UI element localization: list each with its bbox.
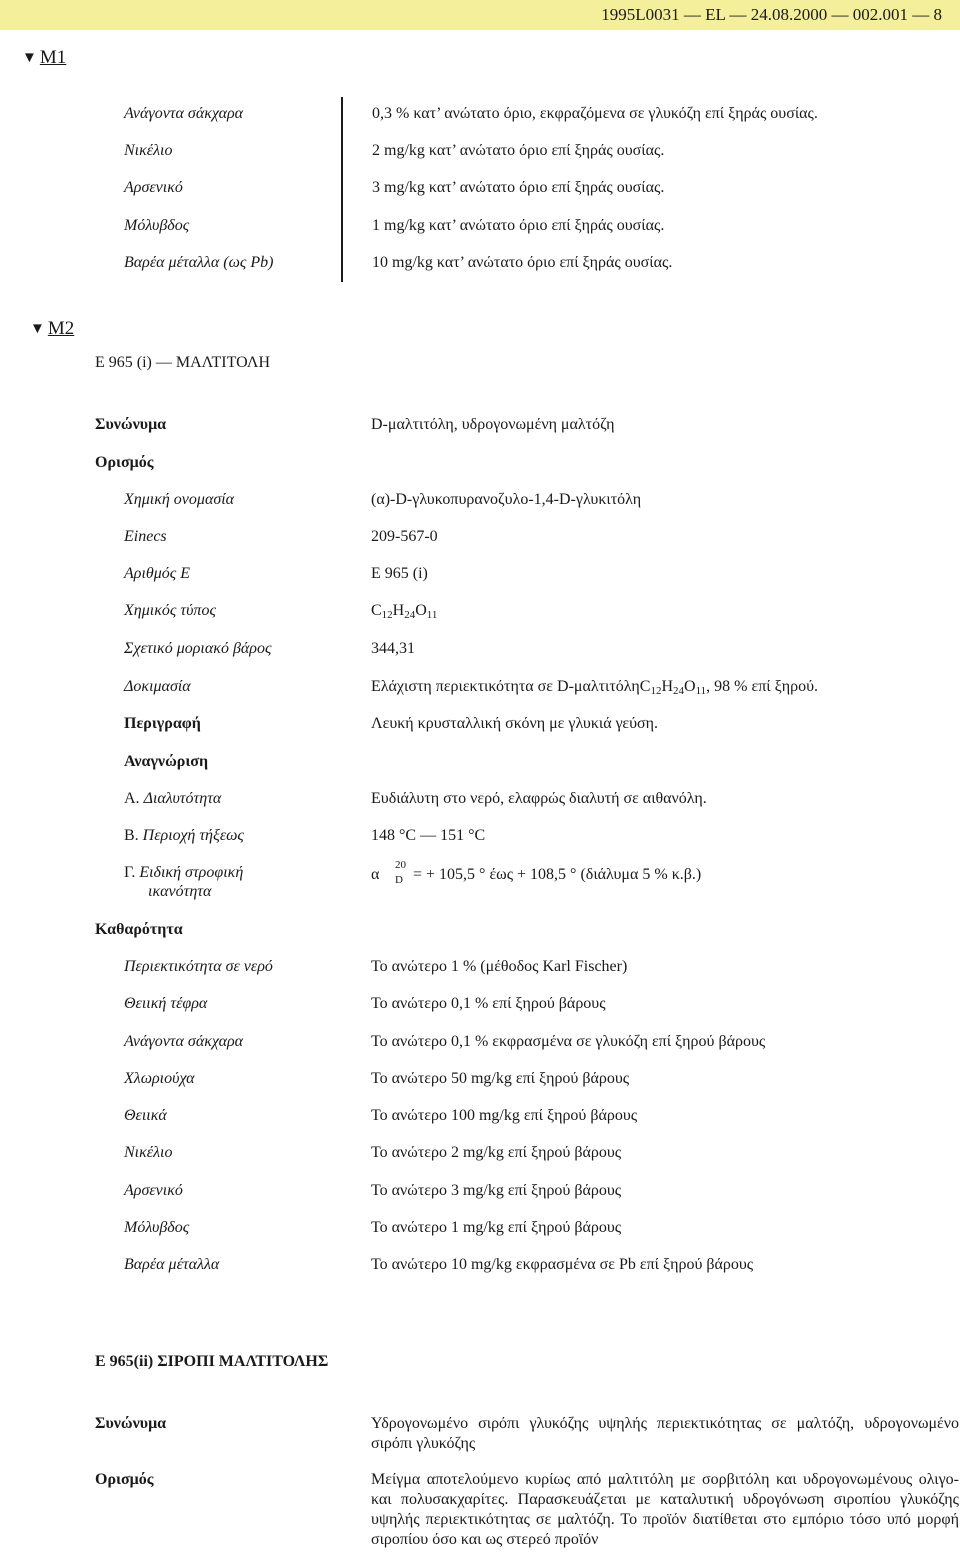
label-specific-rotation-line2: ικανότητα bbox=[148, 883, 212, 900]
label-definition: Ορισμός bbox=[95, 454, 154, 471]
m1-value-lead: 1 mg/kg κατ’ ανώτατο όριο επί ξηράς ουσίας. bbox=[372, 217, 665, 234]
triangle-down-icon: ▼ bbox=[22, 50, 37, 66]
label-solubility: A. Διαλυτότητα bbox=[124, 790, 222, 807]
label-molecular-weight: Σχετικό μοριακό βάρος bbox=[124, 640, 272, 657]
purity-label-reducing-sugars: Ανάγοντα σάκχαρα bbox=[124, 1033, 244, 1050]
value-melting-range: 148 °C — 151 °C bbox=[371, 827, 486, 844]
syrup-label-synonyms: Συνώνυμα bbox=[95, 1415, 167, 1432]
syrup-value-definition: Μείγμα αποτελούμενο κυρίως από μαλτιτόλη με σορβιτόλη και υδρογονωμένους ολιγο- και πολυσακχαρίτες. Παρασκευάζεται με καταλυτική υδρογόνωση σιροπίου γλυκόζης υψηλής περιεκτικότητας σε μαλτόζη. Το προϊόν διατίθεται στο εμπόριο τόσο υπό μορφή σιροπίου όσο και ως στερεό προϊόν bbox=[371, 1471, 959, 1548]
purity-value-chlorides: Το ανώτερο 50 mg/kg επί ξηρού βάρους bbox=[371, 1070, 630, 1087]
purity-value-sulphates: Το ανώτερο 100 mg/kg επί ξηρού βάρους bbox=[371, 1107, 638, 1124]
purity-value-arsenic: Το ανώτερο 3 mg/kg επί ξηρού βάρους bbox=[371, 1182, 622, 1199]
m1-label-arsenic: Αρσενικό bbox=[124, 179, 183, 196]
label-chemical-formula: Χημικός τύπος bbox=[124, 602, 216, 619]
value-solubility: Ευδιάλυτη στο νερό, ελαφρώς διαλυτή σε αιθανόλη. bbox=[371, 790, 707, 807]
section-title-maltitol: E 965 (i) — ΜΑΛΤΙΤΟΛΗ bbox=[95, 354, 271, 371]
label-specific-rotation: Γ. Ειδική στροφική bbox=[124, 864, 244, 881]
value-alpha-symbol: α bbox=[371, 866, 380, 883]
value-synonyms: D-μαλτιτόλη, υδρογονωμένη μαλτόζη bbox=[371, 416, 615, 433]
amendment-marker-m2 bbox=[30, 319, 74, 339]
label-identification: Αναγνώριση bbox=[124, 753, 209, 770]
value-chemical-formula: $C_{12}H_{24}O_{11}$ bbox=[371, 602, 438, 621]
label-melting-range: B. Περιοχή τήξεως bbox=[124, 827, 244, 844]
syrup-label-definition: Ορισμός bbox=[95, 1471, 154, 1488]
label-synonyms: Συνώνυμα bbox=[95, 416, 167, 433]
purity-value-lead: Το ανώτερο 1 mg/kg επί ξηρού βάρους bbox=[371, 1219, 622, 1236]
purity-label-lead: Μόλυβδος bbox=[124, 1219, 190, 1236]
purity-value-sulphated-ash: Το ανώτερο 0,1 % επί ξηρού βάρους bbox=[371, 995, 606, 1012]
syrup-value-synonyms: Υδρογονωμένο σιρόπι γλυκόζης υψηλής περιεκτικότητας σε μαλτόζη, υδρογονωμένο σιρόπι γλυκόζης bbox=[371, 1415, 959, 1452]
amendment-marker-m1 bbox=[22, 48, 66, 68]
m1-value-nickel: 2 mg/kg κατ’ ανώτατο όριο επί ξηράς ουσίας. bbox=[372, 142, 665, 159]
document-reference: 1995L0031 — EL — 24.08.2000 — 002.001 — 8 bbox=[601, 5, 942, 24]
purity-value-water: Το ανώτερο 1 % (μέθοδος Karl Fischer) bbox=[371, 958, 628, 975]
section-title-maltitol-syrup: E 965(ii) ΣΙΡΟΠΙ ΜΑΛΤΙΤΟΛΗΣ bbox=[95, 1353, 329, 1370]
purity-label-arsenic: Αρσενικό bbox=[124, 1182, 183, 1199]
label-e-number: Αριθμός E bbox=[124, 565, 191, 582]
label-einecs: Einecs bbox=[124, 528, 167, 545]
amendment-ref[interactable]: M1 bbox=[39, 47, 67, 68]
value-description: Λευκή κρυσταλλική σκόνη με γλυκιά γεύση. bbox=[371, 715, 659, 732]
purity-value-nickel: Το ανώτερο 2 mg/kg επί ξηρού βάρους bbox=[371, 1144, 622, 1161]
value-assay: Ελάχιστη περιεκτικότητα σε $D-\mu\alpha\lambda\tau\iota\tau ό\lambda\eta C_{12}H_{24}O_{11}$, 98 % επί ξηρού. bbox=[371, 678, 818, 697]
m1-label-reducing-sugars: Ανάγοντα σάκχαρα bbox=[124, 105, 244, 122]
m1-value-heavy-metals: 10 mg/kg κατ’ ανώτατο όριο επί ξηράς ουσίας. bbox=[372, 254, 673, 271]
purity-label-chlorides: Χλωριούχα bbox=[124, 1070, 195, 1087]
column-divider bbox=[341, 97, 343, 282]
label-purity: Καθαρότητα bbox=[95, 921, 183, 938]
value-specific-rotation: = + 105,5 ° έως + 108,5 ° (διάλυμα 5 % κ.β.) bbox=[413, 866, 702, 883]
m1-label-nickel: Νικέλιο bbox=[124, 142, 173, 159]
value-chemical-name: (α)-D-γλυκοπυρανοζυλο-1,4-D-γλυκιτόλη bbox=[371, 491, 642, 508]
purity-label-nickel: Νικέλιο bbox=[124, 1144, 173, 1161]
value-alpha-superscript: 20 bbox=[395, 859, 406, 871]
label-chemical-name: Χημική ονομασία bbox=[124, 491, 235, 508]
purity-label-heavy-metals: Βαρέα μέταλλα bbox=[124, 1256, 220, 1273]
m1-label-heavy-metals: Βαρέα μέταλλα (ως Pb) bbox=[124, 254, 274, 271]
value-e-number: E 965 (i) bbox=[371, 565, 428, 582]
amendment-ref[interactable]: M2 bbox=[47, 318, 75, 339]
value-alpha-subscript: D bbox=[395, 874, 403, 886]
triangle-down-icon: ▼ bbox=[30, 321, 45, 337]
m1-value-reducing-sugars: 0,3 % κατ’ ανώτατο όριο, εκφραζόμενα σε γλυκόζη επί ξηράς ουσίας. bbox=[372, 105, 818, 122]
purity-value-heavy-metals: Το ανώτερο 10 mg/kg εκφρασμένα σε Pb επί ξηρού βάρους bbox=[371, 1256, 754, 1273]
value-einecs: 209-567-0 bbox=[371, 528, 438, 545]
purity-label-water: Περιεκτικότητα σε νερό bbox=[124, 958, 273, 975]
label-description: Περιγραφή bbox=[124, 715, 201, 732]
value-molecular-weight: 344,31 bbox=[371, 640, 415, 657]
m1-label-lead: Μόλυβδος bbox=[124, 217, 190, 234]
purity-value-reducing-sugars: Το ανώτερο 0,1 % εκφρασμένα σε γλυκόζη επί ξηρού βάρους bbox=[371, 1033, 766, 1050]
purity-label-sulphated-ash: Θειική τέφρα bbox=[124, 995, 208, 1012]
label-assay: Δοκιμασία bbox=[124, 678, 191, 695]
purity-label-sulphates: Θειικά bbox=[124, 1107, 167, 1124]
m1-value-arsenic: 3 mg/kg κατ’ ανώτατο όριο επί ξηράς ουσίας. bbox=[372, 179, 665, 196]
